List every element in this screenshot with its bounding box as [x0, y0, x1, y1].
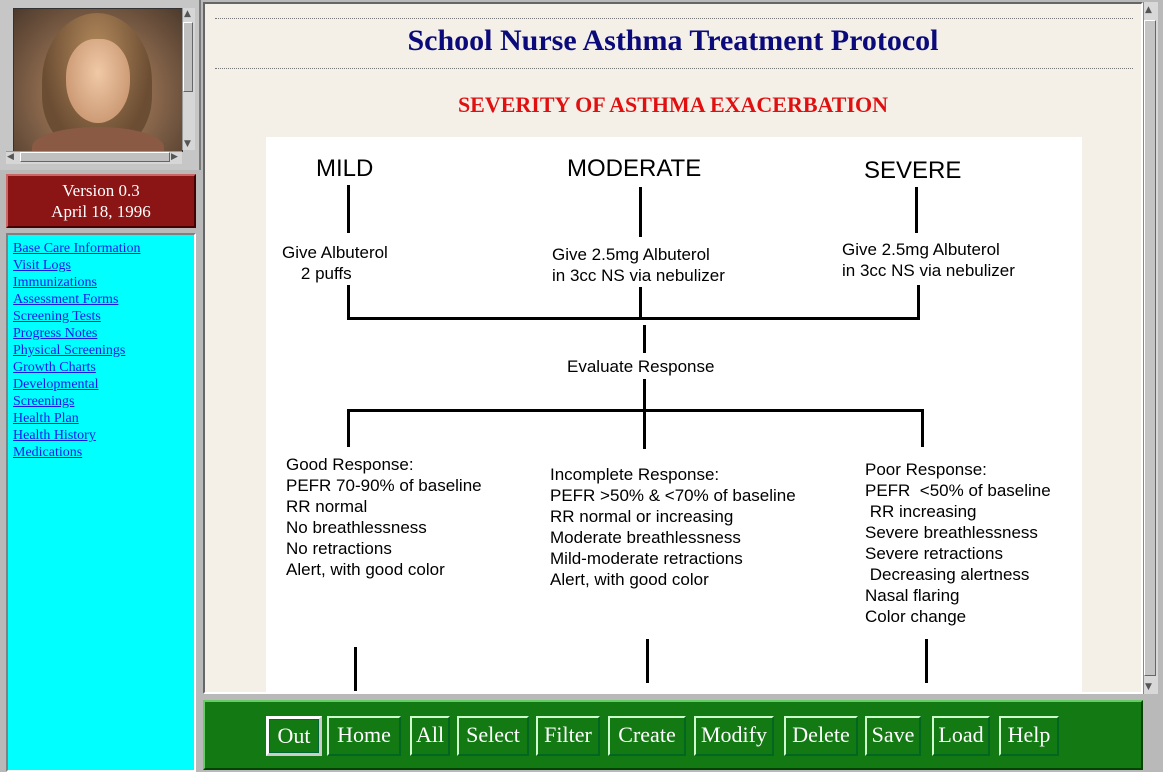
main-scroll-up-arrow-icon[interactable]: ▲: [1145, 5, 1152, 15]
main-content: [203, 2, 1143, 694]
help-button[interactable]: Help: [999, 716, 1059, 756]
asthma-flowchart: [266, 137, 1082, 694]
nav-link-base-care-information[interactable]: Base Care Information: [13, 241, 141, 256]
load-button[interactable]: Load: [932, 716, 990, 756]
scroll-down-arrow-icon[interactable]: ▼: [184, 139, 191, 149]
scroll-right-arrow-icon[interactable]: ▶: [171, 152, 178, 162]
connector-line: [347, 409, 350, 447]
version-box: [6, 174, 196, 228]
photo-horizontal-scroll-thumb[interactable]: [20, 152, 170, 162]
mild-treatment: Give Albuterol 2 puffs: [282, 243, 388, 283]
modify-button[interactable]: Modify: [694, 716, 774, 756]
branch-line: [347, 409, 924, 412]
select-button[interactable]: Select: [457, 716, 529, 756]
merge-line: [347, 317, 920, 320]
connector-line: [643, 379, 646, 411]
connector-line: [347, 185, 350, 233]
main-vertical-scroll-thumb[interactable]: [1144, 20, 1156, 676]
connector-line: [347, 285, 350, 320]
nav-link-immunizations[interactable]: Immunizations: [13, 275, 97, 290]
nav-link-developmental[interactable]: Developmental: [13, 377, 99, 392]
save-button[interactable]: Save: [865, 716, 921, 756]
delete-button[interactable]: Delete: [784, 716, 858, 756]
top-divider: [215, 18, 1133, 19]
filter-button[interactable]: Filter: [536, 716, 600, 756]
nav-link-progress-notes[interactable]: Progress Notes: [13, 326, 98, 341]
main-scroll-down-arrow-icon[interactable]: ▼: [1145, 682, 1152, 692]
connector-line: [925, 639, 928, 683]
connector-line: [643, 409, 646, 449]
nav-link-assessment-forms[interactable]: Assessment Forms: [13, 292, 119, 307]
version-number: Version 0.3: [62, 181, 140, 200]
nav-link-screenings[interactable]: Screenings: [13, 394, 75, 409]
connector-line: [646, 639, 649, 683]
nav-link-medications[interactable]: Medications: [13, 445, 83, 460]
student-photo: [13, 8, 183, 152]
evaluate-response: Evaluate Response: [567, 357, 715, 376]
page-title: School Nurse Asthma Treatment Protocol: [407, 24, 939, 57]
scroll-left-arrow-icon[interactable]: ◀: [7, 152, 14, 162]
incomplete-response: Incomplete Response: PEFR >50% & <70% of baseline RR normal or increasing Moderate breathlessness Mild-moderate retractions Alert, with good color: [550, 465, 796, 589]
out-button[interactable]: Out: [266, 716, 322, 756]
section-title: SEVERITY OF ASTHMA EXACERBATION: [457, 92, 889, 117]
title-divider: [215, 68, 1133, 69]
connector-line: [643, 325, 646, 353]
good-response: Good Response: PEFR 70-90% of baseline RR normal No breathlessness No retractions Alert, with good color: [286, 455, 482, 579]
severe-treatment: Give 2.5mg Albuterol in 3cc NS via nebulizer: [842, 240, 1015, 280]
severity-severe: SEVERE: [864, 157, 962, 184]
connector-line: [921, 409, 924, 447]
all-button[interactable]: All: [410, 716, 450, 756]
scroll-up-arrow-icon[interactable]: ▲: [184, 9, 191, 19]
photo-vertical-scroll-thumb[interactable]: [183, 22, 193, 92]
nav-link-physical-screenings[interactable]: Physical Screenings: [13, 343, 126, 358]
connector-line: [639, 287, 642, 320]
nav-link-visit-logs[interactable]: Visit Logs: [13, 258, 71, 273]
nav-link-health-plan[interactable]: Health Plan: [13, 411, 79, 426]
connector-line: [354, 647, 357, 691]
connector-line: [915, 187, 918, 233]
severity-moderate: MODERATE: [567, 155, 702, 182]
nav-link-screening-tests[interactable]: Screening Tests: [13, 309, 101, 324]
connector-line: [639, 187, 642, 237]
version-date: April 18, 1996: [51, 202, 151, 221]
connector-line: [917, 285, 920, 320]
poor-response: Poor Response: PEFR <50% of baseline RR increasing Severe breathlessness Severe retractions Decreasing alertness Nasal flaring Color change: [865, 460, 1051, 626]
nav-link-growth-charts[interactable]: Growth Charts: [13, 360, 96, 375]
moderate-treatment: Give 2.5mg Albuterol in 3cc NS via nebulizer: [552, 245, 725, 285]
nav-link-health-history[interactable]: Health History: [13, 428, 96, 443]
button-bar: [203, 700, 1143, 770]
create-button[interactable]: Create: [608, 716, 686, 756]
severity-mild: MILD: [316, 155, 374, 182]
home-button[interactable]: Home: [327, 716, 401, 756]
sidebar-nav: [6, 233, 196, 772]
